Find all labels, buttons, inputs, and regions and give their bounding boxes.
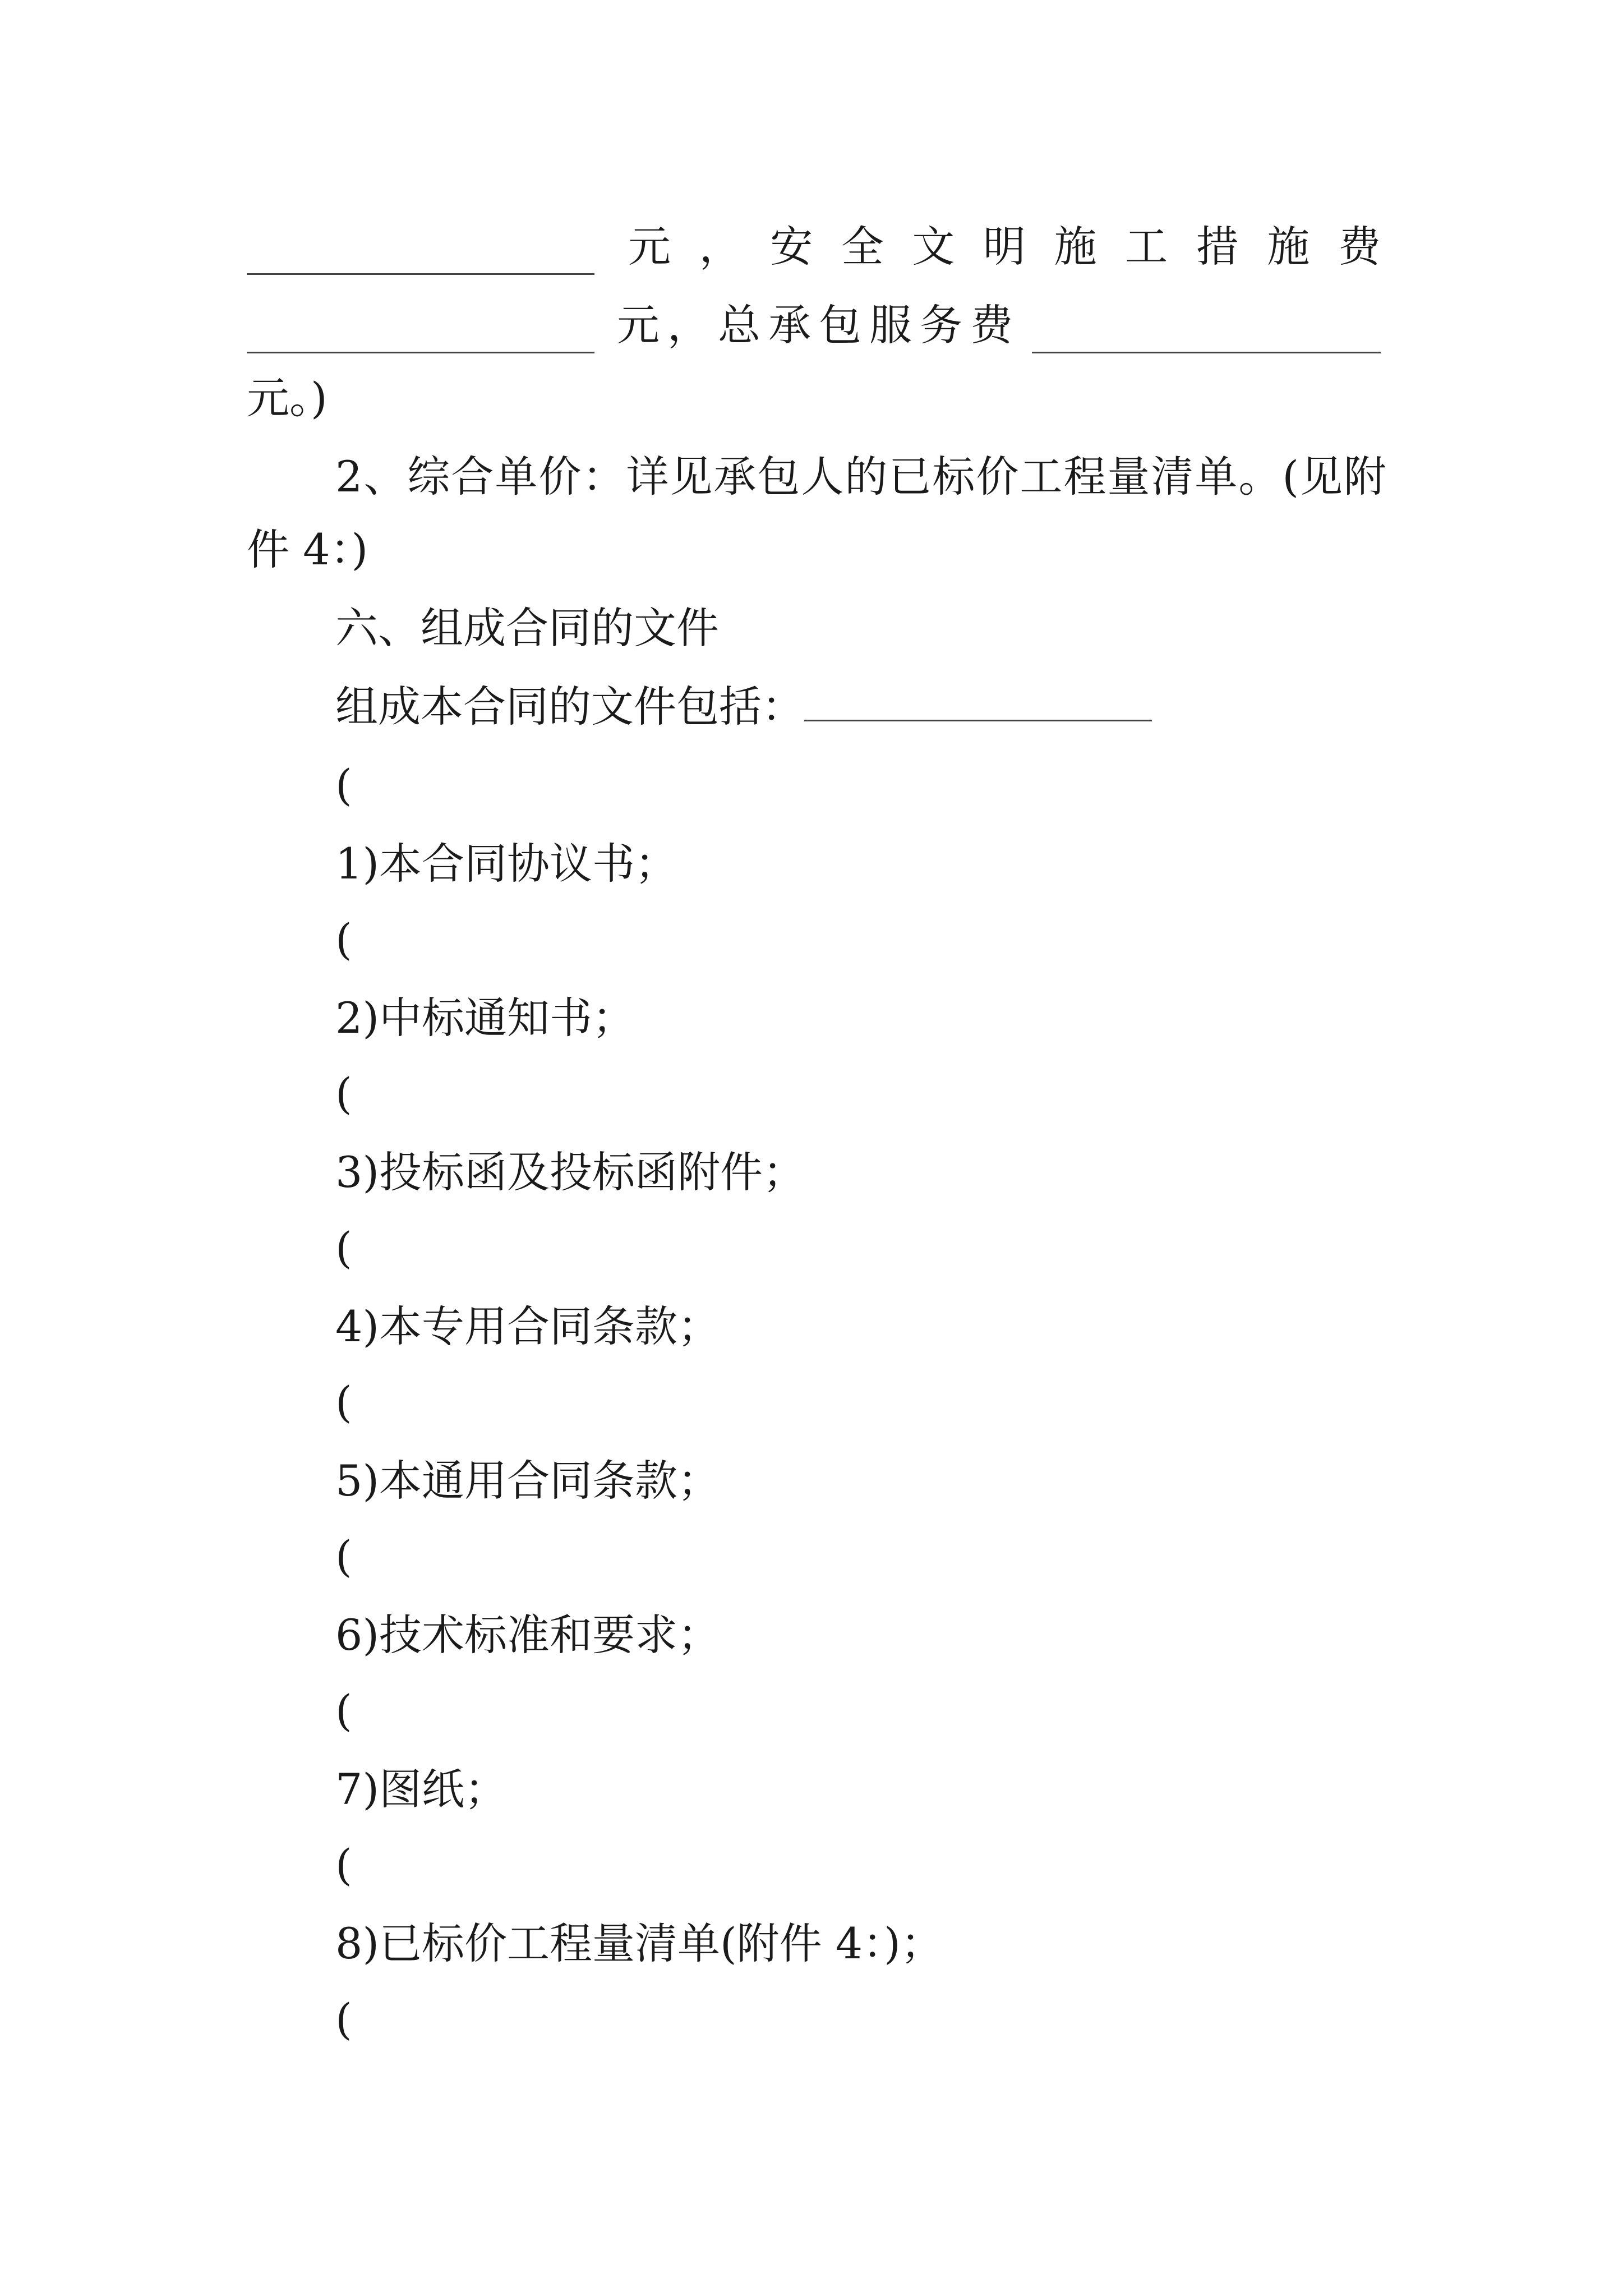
amount-blank-field[interactable] — [247, 237, 594, 275]
paren-open: ( — [335, 1531, 352, 1581]
list-item-6: 6)技术标准和要求； — [335, 1610, 721, 1660]
paren-open: ( — [335, 1840, 352, 1890]
list-item-3: 3)投标函及投标函附件； — [335, 1147, 806, 1197]
section-heading: 六、组成合同的文件 — [335, 603, 719, 653]
paren-open: ( — [335, 914, 352, 964]
label-char: 文 — [912, 222, 955, 272]
paren-open: ( — [335, 1069, 352, 1119]
label-char: 施 — [1267, 222, 1310, 272]
label-char: 施 — [1054, 222, 1097, 272]
fee-line-safety — [247, 219, 1381, 275]
paren-open: ( — [335, 1223, 352, 1273]
fee-line-end: 元。) — [247, 373, 328, 423]
unit-yuan: 元 — [628, 222, 671, 272]
paren-open: ( — [335, 1686, 352, 1736]
documents-intro — [335, 679, 1152, 735]
list-item-8: 8)已标价工程量清单(附件 4：)； — [335, 1918, 943, 1968]
label-char: 明 — [983, 222, 1026, 272]
comma: ， — [699, 222, 742, 272]
paren-open: ( — [335, 1994, 352, 2044]
list-item-1: 1)本合同协议书； — [335, 839, 678, 889]
fee-line-general-contract — [247, 297, 1381, 353]
label-char: 措 — [1196, 222, 1239, 272]
label-char: 费 — [1338, 222, 1381, 272]
documents-intro-text: 组成本合同的文件包括： — [335, 682, 804, 731]
unit-price-line-1: 2、综合单价：详见承包人的已标价工程量清单。(见附 — [335, 452, 1388, 501]
general-contract-fee-label: 元，总承包服务费 — [617, 300, 1021, 350]
list-item-5: 5)本通用合同条款； — [335, 1456, 721, 1506]
paren-open: ( — [335, 1377, 352, 1427]
list-item-2: 2)中标通知书； — [335, 993, 635, 1043]
label-char: 安 — [770, 222, 813, 272]
safety-fee-blank-field[interactable] — [247, 316, 594, 353]
list-item-7: 7)图纸； — [335, 1764, 508, 1814]
label-char: 工 — [1125, 222, 1168, 272]
general-contract-fee-blank-field[interactable] — [1032, 316, 1381, 353]
documents-blank-field[interactable] — [804, 684, 1152, 721]
label-char: 全 — [841, 222, 884, 272]
unit-price-line-2: 件 4：) — [247, 524, 368, 574]
paren-open: ( — [335, 760, 352, 810]
list-item-4: 4)本专用合同条款； — [335, 1301, 721, 1351]
safety-fee-label — [594, 219, 1381, 275]
